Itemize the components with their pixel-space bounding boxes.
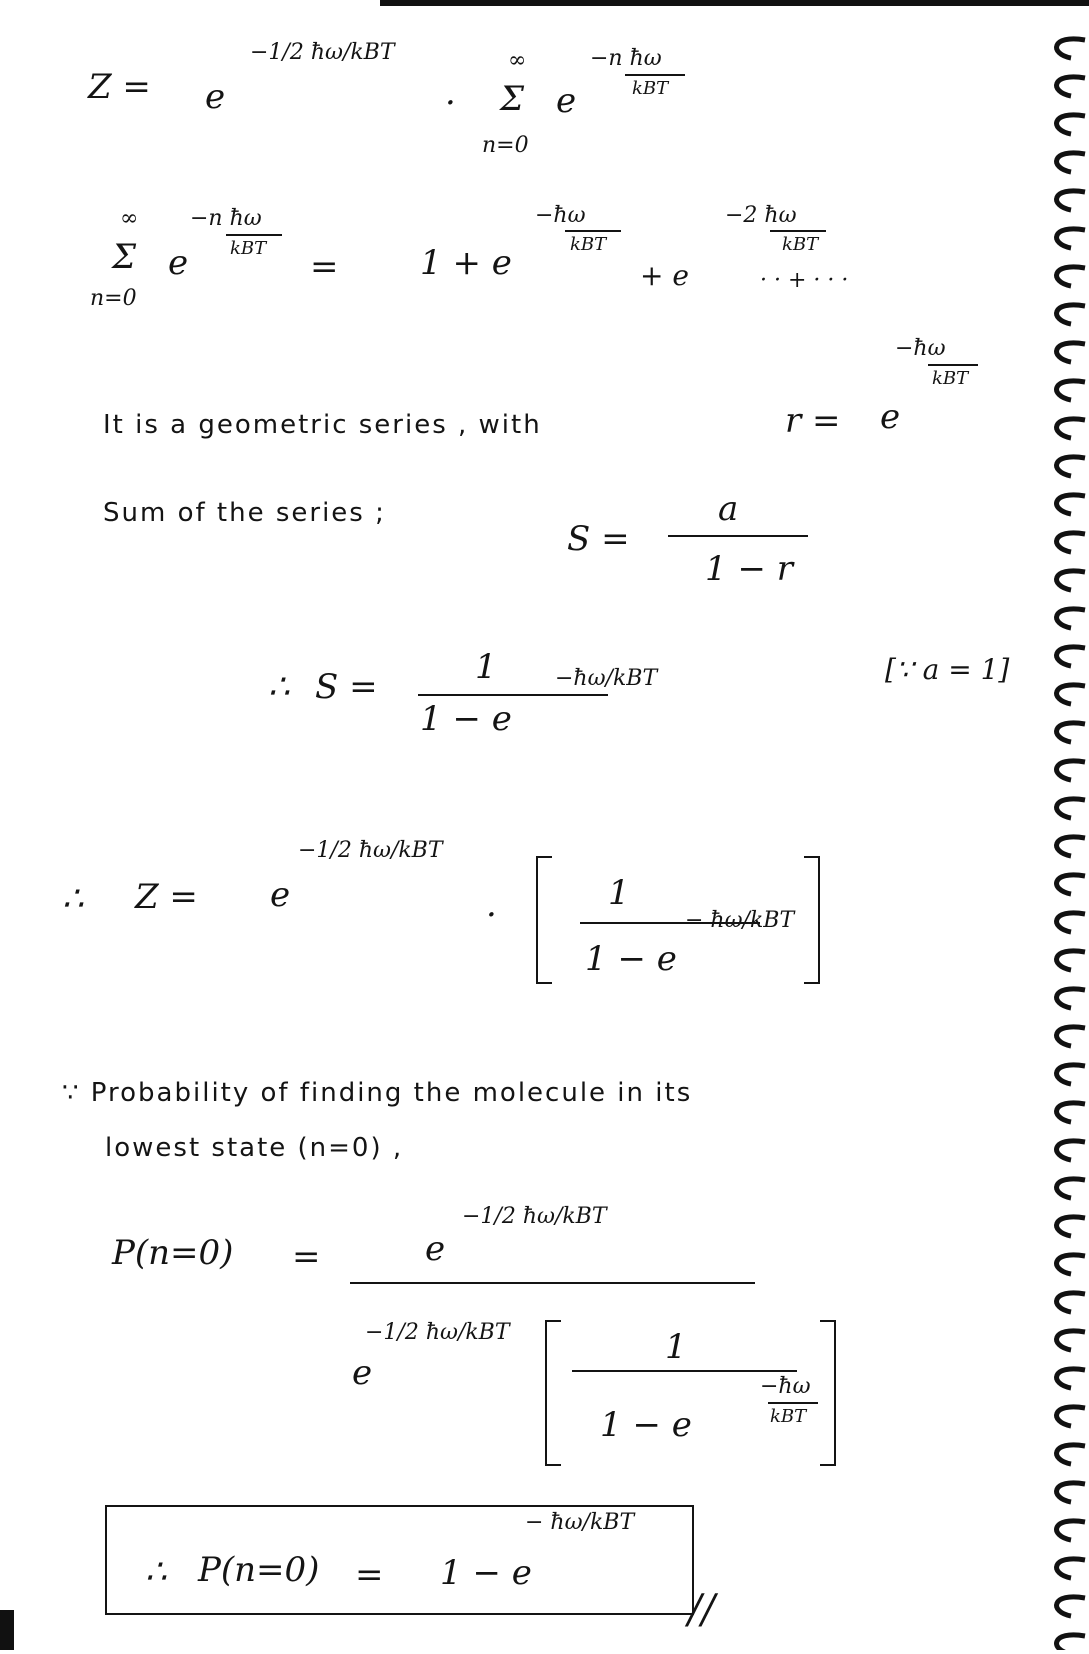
spiral-ring <box>1057 1635 1085 1650</box>
spiral-ring <box>1057 951 1085 970</box>
sum-numerator: a <box>718 489 739 529</box>
left-bracket <box>536 856 552 984</box>
equals: = <box>310 247 339 287</box>
spiral-ring <box>1057 495 1085 514</box>
z-lhs: Z = <box>88 67 151 107</box>
exp-denominator: kBT <box>230 238 267 259</box>
result-rhs-exp: − ħω/kBT <box>525 1510 635 1535</box>
result-lhs: P(n=0) <box>198 1550 320 1590</box>
bracket-denominator: 1 − e <box>585 939 677 979</box>
exp-base-2: e <box>556 81 577 121</box>
spiral-ring <box>1057 685 1085 704</box>
sum-denominator: 1 − r <box>705 549 793 589</box>
spiral-ring <box>1057 989 1085 1008</box>
s-numerator: 1 <box>475 647 497 687</box>
p-lhs: P(n=0) <box>112 1233 234 1273</box>
sum-symbol: Σ <box>500 79 525 119</box>
spiral-ring <box>1057 723 1085 742</box>
numerator-exp: −1/2 ħω/kBT <box>462 1204 607 1229</box>
ratio-base: e <box>880 397 901 437</box>
spiral-ring <box>1057 837 1085 856</box>
spiral-ring <box>1057 343 1085 362</box>
sum-bottom: n=0 <box>90 286 137 311</box>
equals: = <box>292 1237 321 1277</box>
spiral-ring <box>1057 913 1085 932</box>
exp-base: e <box>168 243 189 283</box>
exp2-bar <box>625 74 685 76</box>
spiral-ring <box>1057 1597 1085 1616</box>
spiral-ring <box>1057 1445 1085 1464</box>
therefore-sign: ∴ <box>145 1552 167 1592</box>
exp2-denominator: kBT <box>632 78 669 99</box>
equals: = <box>355 1555 384 1595</box>
bracket-denominator-exp: − ħω/kBT <box>685 908 795 933</box>
bracket-numerator: 1 <box>608 873 630 913</box>
ratio-exp-numerator: −ħω <box>895 336 946 361</box>
spiral-ring <box>1057 115 1085 134</box>
spiral-ring <box>1057 419 1085 438</box>
spiral-binding <box>1041 30 1089 1650</box>
spiral-ring <box>1057 1179 1085 1198</box>
spiral-ring <box>1057 1255 1085 1274</box>
spiral-ring <box>1057 1331 1085 1350</box>
statement-line-2: lowest state (n=0) , <box>105 1133 404 1163</box>
exp-base: e <box>270 875 291 915</box>
spiral-ring <box>1057 1027 1085 1046</box>
s-lhs: S = <box>315 667 378 707</box>
spiral-ring <box>1057 1217 1085 1236</box>
s-denominator-exp: −ħω/kBT <box>555 666 658 691</box>
spiral-ring <box>1057 875 1085 894</box>
z-lhs: Z = <box>135 877 198 917</box>
right-bracket <box>820 1320 836 1466</box>
exp-power: −1/2 ħω/kBT <box>250 40 395 65</box>
spiral-ring <box>1057 761 1085 780</box>
end-mark: // <box>688 1587 715 1633</box>
inner-numerator: 1 <box>665 1327 687 1367</box>
sum-bottom: n=0 <box>482 133 529 158</box>
inner-exp-bar <box>768 1402 818 1404</box>
spiral-ring <box>1057 305 1085 324</box>
ratio-r: r = <box>785 401 841 441</box>
term2-numerator: −ħω <box>535 203 586 228</box>
spiral-ring <box>1057 1065 1085 1084</box>
exp-base: e <box>205 77 226 117</box>
term2-denominator: kBT <box>570 234 607 255</box>
spiral-ring <box>1057 1483 1085 1502</box>
inner-fraction-bar <box>572 1370 797 1372</box>
dot: · <box>445 83 456 123</box>
dot: · <box>486 895 497 935</box>
exp-numerator: −n ħω <box>190 206 262 231</box>
ratio-exp-bar <box>928 364 978 366</box>
plus-e: + e <box>640 259 689 292</box>
one-plus-e: 1 + e <box>420 243 512 283</box>
result-rhs: 1 − e <box>440 1553 532 1593</box>
inner-denominator: 1 − e <box>600 1405 692 1445</box>
denominator-exp: −1/2 ħω/kBT <box>365 1320 510 1345</box>
ellipsis: · · + · · · <box>760 268 849 293</box>
spiral-ring <box>1057 153 1085 172</box>
spiral-ring <box>1057 1407 1085 1426</box>
spiral-ring <box>1057 609 1085 628</box>
spiral-ring <box>1057 1293 1085 1312</box>
spiral-ring <box>1057 1141 1085 1160</box>
sum-symbol: Σ <box>112 237 137 277</box>
spiral-ring <box>1057 647 1085 666</box>
s-fraction-bar <box>418 694 608 696</box>
left-bracket <box>545 1320 561 1466</box>
spiral-ring <box>1057 1559 1085 1578</box>
sum-top: ∞ <box>508 48 527 73</box>
inner-exp-denominator: kBT <box>770 1406 807 1427</box>
ratio-exp-denominator: kBT <box>932 368 969 389</box>
sum-text: Sum of the series ; <box>103 498 386 528</box>
s-lhs: S = <box>567 519 630 559</box>
term3-numerator: −2 ħω <box>725 203 797 228</box>
term2-bar <box>565 230 621 232</box>
statement-line-1: ∵ Probability of finding the molecule in its <box>62 1078 693 1108</box>
page-corner <box>0 1610 14 1650</box>
spiral-rings <box>1041 30 1089 1650</box>
spiral-ring <box>1057 1103 1085 1122</box>
denominator-base: e <box>352 1353 373 1393</box>
exp2-numerator: −n ħω <box>590 46 662 71</box>
sum-fraction-bar <box>668 535 808 537</box>
right-bracket <box>804 856 820 984</box>
spiral-ring <box>1057 381 1085 400</box>
inner-exp-numerator: −ħω <box>760 1374 811 1399</box>
spiral-ring <box>1057 77 1085 96</box>
spiral-ring <box>1057 1521 1085 1540</box>
note-a-equals-one: [∵ a = 1] <box>885 653 1010 686</box>
sum-top: ∞ <box>120 206 139 231</box>
spiral-ring <box>1057 457 1085 476</box>
spiral-ring <box>1057 191 1085 210</box>
term3-bar <box>770 230 826 232</box>
spiral-ring <box>1057 39 1085 58</box>
spiral-ring <box>1057 267 1085 286</box>
page-top-edge <box>380 0 1089 6</box>
therefore-sign: ∴ <box>268 667 290 707</box>
exp-power: −1/2 ħω/kBT <box>298 838 443 863</box>
numerator-base: e <box>425 1229 446 1269</box>
main-fraction-bar <box>350 1282 755 1284</box>
spiral-ring <box>1057 533 1085 552</box>
exp-bar <box>226 234 282 236</box>
spiral-ring <box>1057 571 1085 590</box>
spiral-ring <box>1057 799 1085 818</box>
term3-denominator: kBT <box>782 234 819 255</box>
s-denominator: 1 − e <box>420 699 512 739</box>
therefore-sign: ∴ <box>62 879 84 919</box>
spiral-ring <box>1057 229 1085 248</box>
statement-text: It is a geometric series , with <box>103 410 542 440</box>
spiral-ring <box>1057 1369 1085 1388</box>
